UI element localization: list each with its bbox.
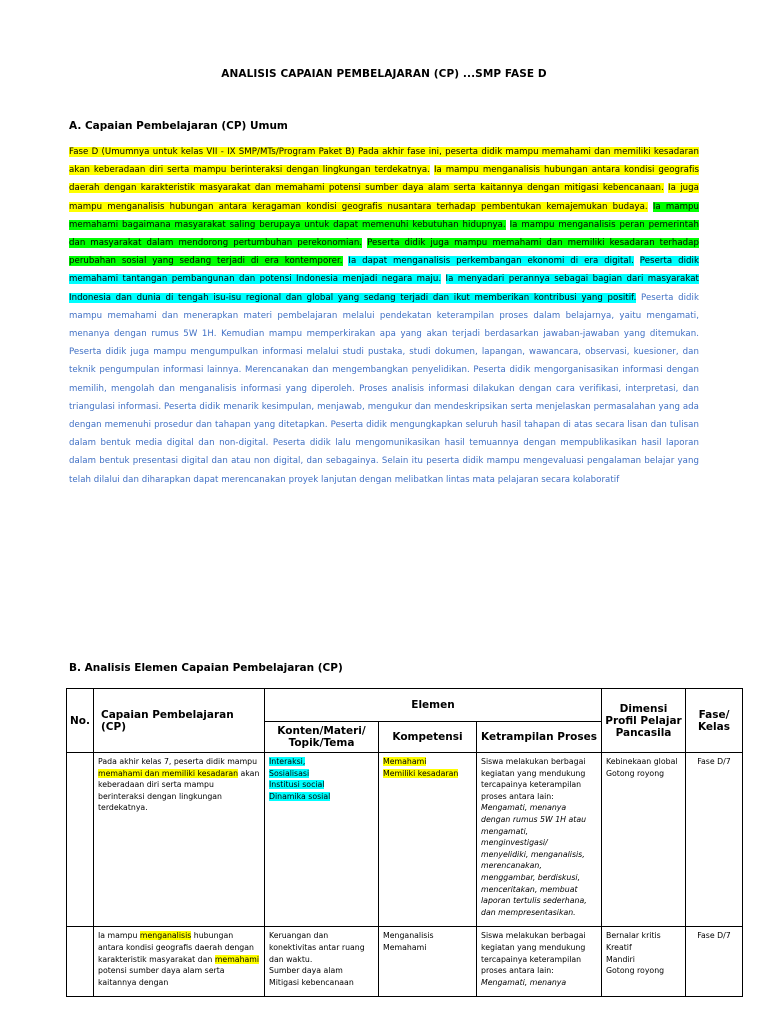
- header-dimensi: Dimensi Profil Pelajar Pancasila: [602, 689, 686, 753]
- row-number-cell: [67, 753, 94, 927]
- fase-text: Fase D/7: [697, 931, 731, 941]
- proses-cell: [477, 753, 602, 927]
- header-cp: Capaian Pembelajaran (CP): [94, 689, 265, 753]
- kompetensi-cell: [379, 927, 477, 997]
- kompetensi-cell: [379, 753, 477, 927]
- sentence-5: Ia mampu menganalisis peran pemerintah dan masyarakat dalam mendorong pertumbuhan perekonomian.: [69, 219, 699, 249]
- row-number-cell: [67, 927, 94, 997]
- header-no: No.: [67, 689, 94, 753]
- konten-item: Interaksi,: [269, 757, 306, 766]
- kompetensi-item: Menganalisis: [383, 931, 434, 941]
- cp-text: hubungan antara kondisi geografis daerah dengan karakteristik masyarakat dan: [98, 931, 254, 964]
- fase-cell: [686, 927, 743, 997]
- cp-text: Pada akhir kelas 7, peserta didik mampu: [98, 757, 258, 766]
- section-b-heading: B. Analisis Elemen Capaian Pembelajaran (CP): [69, 662, 343, 674]
- cp-cell: [94, 753, 265, 927]
- dimensi-cell: [602, 753, 686, 927]
- cp-cell: [94, 927, 265, 997]
- fase-cell: [686, 753, 743, 927]
- kompetensi-item: Memahami: [383, 942, 427, 952]
- header-fase: Fase/ Kelas: [686, 689, 743, 753]
- dimensi-item: Gotong royong: [606, 966, 665, 976]
- cp-general-paragraph: [69, 143, 699, 489]
- cp-text: akan keberadaan diri serta mampu berinteraksi dengan lingkungan terdekatnya.: [98, 768, 260, 813]
- proses-text: Siswa melakukan berbagai kegiatan yang mendukung tercapainya keterampilan proses antara lain:: [481, 757, 586, 801]
- dimensi-item: Bernalar kritis: [606, 931, 661, 941]
- fase-text: Fase D/7: [697, 757, 731, 766]
- header-kompetensi: Kompetensi: [379, 722, 477, 753]
- sentence-4: Ia mampu memahami bagaimana masyarakat saling berupaya untuk dapat memenuhi kebutuhan hidupnya.: [69, 201, 700, 230]
- sentence-3: Ia juga mampu menganalisis hubungan antara keragaman kondisi geografis nusantara terhadap pembentukan kemajemukan budaya.: [69, 183, 699, 212]
- dimensi-item: Kreatif: [606, 942, 632, 952]
- cp-highlight: memahami dan memiliki kesadaran: [98, 768, 239, 778]
- cp-highlight: menganalisis: [139, 931, 192, 941]
- konten-item: Dinamika sosial: [269, 791, 331, 801]
- cp-text: potensi sumber daya alam serta kaitannya dengan: [98, 966, 225, 987]
- proses-italic-text: Mengamati, menanya dengan rumus 5W 1H atau mengamati, menginvestigasi/ menyelidiki, menganalisis, merencanakan, menggambar, berdiskusi, menceritakan, membuat laporan tertulis sederhana, dan mempresentasikan.: [481, 803, 587, 917]
- dimensi-item: Mandiri: [606, 954, 635, 964]
- cp-analysis-table: [66, 688, 743, 997]
- proses-text: Siswa melakukan berbagai kegiatan yang mendukung tercapainya keterampilan proses antara lain:: [481, 931, 586, 976]
- sentence-1: Fase D (Umumnya untuk kelas VII - IX SMP/MTs/Program Paket B) Pada akhir fase ini, peserta didik mampu memahami dan memiliki kesadaran akan keberadaan diri serta mampu berinteraksi dengan lingkungan terdekatnya.: [69, 147, 699, 176]
- dimensi-item: Gotong royong: [606, 768, 665, 778]
- sentence-7: Ia dapat menganalisis perkembangan ekonomi di era digital.: [348, 256, 634, 267]
- dimensi-item: Kebinekaan global: [606, 757, 678, 766]
- header-elemen: Elemen: [265, 689, 602, 722]
- konten-cell: [265, 753, 379, 927]
- konten-cell: [265, 927, 379, 997]
- sentence-8: Peserta didik memahami tantangan pembangunan dan potensi Indonesia menjadi negara maju.: [69, 256, 699, 285]
- konten-item: Sumber daya alam: [269, 966, 343, 976]
- dimensi-cell: [602, 927, 686, 997]
- kompetensi-item: Memahami: [383, 757, 427, 766]
- konten-item: Mitigasi kebencanaan: [269, 977, 354, 987]
- proses-italic-text: Mengamati, menanya: [481, 977, 567, 987]
- cp-highlight: memahami: [214, 954, 260, 964]
- kompetensi-item: Memiliki kesadaran: [383, 768, 459, 778]
- konten-item: Keruangan dan konektivitas antar ruang dan waktu.: [269, 931, 365, 964]
- table-header-row: [67, 689, 743, 722]
- table-row: [67, 927, 743, 997]
- sentence-2: Ia mampu menganalisis hubungan antara kondisi geografis daerah dengan karakteristik masyarakat dan memahami potensi sumber daya alam serta kaitannya dengan mitigasi kebencanaan.: [69, 165, 699, 194]
- document-title: ANALISIS CAPAIAN PEMBELAJARAN (CP) ...SMP FASE D: [221, 68, 547, 80]
- sentence-6: Peserta didik juga mampu memahami dan memiliki kesadaran terhadap perubahan sosial yang sedang terjadi di era kontemporer.: [69, 238, 699, 267]
- section-a-heading: A. Capaian Pembelajaran (CP) Umum: [69, 120, 288, 132]
- proses-cell: [477, 927, 602, 997]
- header-ketrampilan: Ketrampilan Proses: [477, 722, 602, 753]
- konten-item: Institusi social: [269, 780, 325, 790]
- konten-item: Sosialisasi: [269, 768, 310, 778]
- header-konten: Konten/Materi/ Topik/Tema: [265, 722, 379, 753]
- sentence-9: Ia menyadari perannya sebagai bagian dari masyarakat Indonesia dan dunia di tengah isu-isu regional dan global yang sedang terjadi dan ikut memberikan kontribusi yang positif.: [69, 274, 699, 303]
- sentence-10: Peserta didik mampu memahami dan menerapkan materi pembelajaran melalui pendekatan keterampilan proses dalam belajarnya, yaitu mengamati, menanya dengan rumus 5W 1H. Kemudian mampu memperkirakan apa yang akan terjadi berdasarkan jawaban-jawaban yang ditemukan. Peserta didik juga mampu mengumpulkan informasi melalui studi pustaka, studi dokumen, lapangan, wawancara, observasi, kuesioner, dan teknik pengumpulan informasi lainnya. Merencanakan dan mengembangkan penyelidikan. Peserta didik mengorganisasikan informasi dengan memilih, mengolah dan menganalisis informasi yang diperoleh. Proses analisis informasi dilakukan dengan cara verifikasi, interpretasi, dan triangulasi informasi. Peserta didik menarik kesimpulan, menjawab, mengukur dan mendeskripsikan serta menjelaskan permasalahan yang ada dengan memenuhi prosedur dan tahapan yang ditetapkan. Peserta didik mengungkapkan seluruh hasil tahapan di atas secara lisan dan tulisan dalam bentuk media digital dan non-digital. Peserta didik lalu mengomunikasikan hasil temuannya dengan mempublikasikan hasil laporan dalam bentuk presentasi digital dan atau non digital, dan sebagainya. Selain itu peserta didik mampu mengevaluasi pengalaman belajar yang telah dilalui dan diharapkan dapat merencanakan proyek lanjutan dengan melibatkan lintas mata pelajaran secara kolaboratif: [69, 292, 699, 485]
- table-row: [67, 753, 743, 927]
- cp-text: Ia mampu: [98, 931, 140, 941]
